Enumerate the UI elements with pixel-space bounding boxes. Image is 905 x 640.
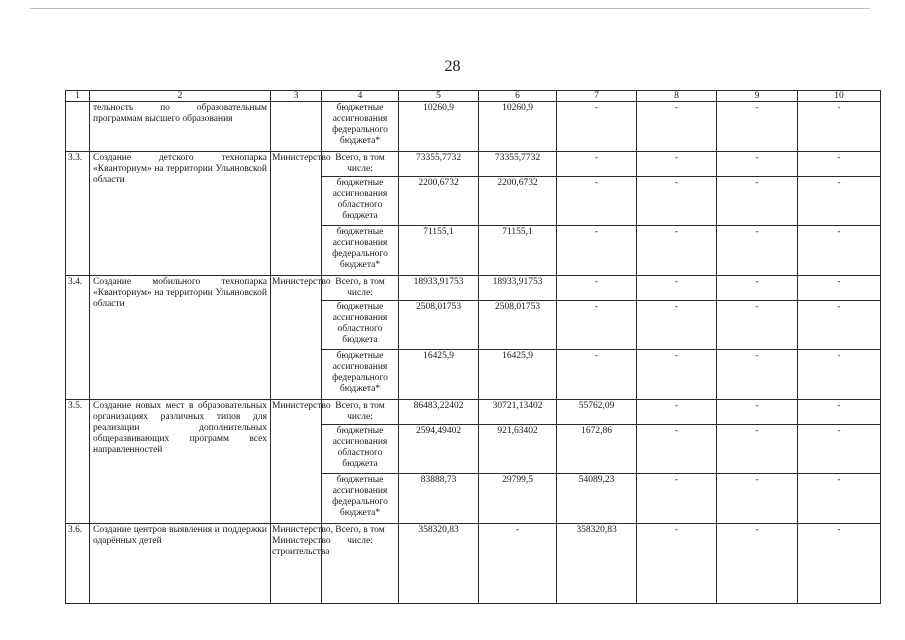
- funding-source: Всего, в том числе:: [322, 276, 399, 301]
- value-year-3: -: [637, 301, 717, 350]
- value-year-1: 30721,13402: [479, 400, 557, 425]
- value-year-4: -: [717, 350, 798, 400]
- table-row: [66, 152, 881, 177]
- row-number: 3.4.: [66, 276, 90, 400]
- measure-name: тельность по образовательным программам высшего образования: [90, 102, 271, 152]
- value-year-5: -: [798, 524, 881, 604]
- value-year-3: -: [637, 276, 717, 301]
- row-number: 3.5.: [66, 400, 90, 524]
- value-total: 18933,91753: [399, 276, 479, 301]
- scan-artifact-line: [30, 8, 870, 9]
- value-year-4: -: [717, 524, 798, 604]
- header-cell: 4: [322, 91, 399, 102]
- page-number: 28: [444, 58, 461, 75]
- header-row: [66, 91, 881, 102]
- value-year-3: -: [637, 152, 717, 177]
- header-cell: 3: [271, 91, 322, 102]
- measure-name: Создание детского технопарка «Кванториум» на территории Ульяновской области: [90, 152, 271, 276]
- executor: Министерство, Министерство строительства: [271, 524, 322, 604]
- value-year-2: 1672,86: [557, 425, 637, 474]
- header-cell: 9: [717, 91, 798, 102]
- value-year-1: 16425,9: [479, 350, 557, 400]
- value-year-1: 2508,01753: [479, 301, 557, 350]
- value-year-1: 2200,6732: [479, 177, 557, 226]
- row-number: 3.6.: [66, 524, 90, 604]
- value-year-5: -: [798, 102, 881, 152]
- header-cell: 10: [798, 91, 881, 102]
- row-number: [66, 102, 90, 152]
- header-cell: 7: [557, 91, 637, 102]
- value-year-5: -: [798, 226, 881, 276]
- header-cell: 6: [479, 91, 557, 102]
- value-year-4: -: [717, 474, 798, 524]
- value-year-2: -: [557, 152, 637, 177]
- executor: Министерство: [271, 152, 322, 276]
- value-year-5: -: [798, 276, 881, 301]
- value-year-4: -: [717, 301, 798, 350]
- value-total: 2508,01753: [399, 301, 479, 350]
- value-year-3: -: [637, 524, 717, 604]
- funding-source: бюджетные ассигнования федерального бюджета*: [322, 474, 399, 524]
- value-year-4: -: [717, 425, 798, 474]
- value-year-1: -: [479, 524, 557, 604]
- value-year-5: -: [798, 350, 881, 400]
- value-year-5: -: [798, 474, 881, 524]
- funding-source: бюджетные ассигнования областного бюджета: [322, 177, 399, 226]
- value-year-4: -: [717, 177, 798, 226]
- value-year-1: 18933,91753: [479, 276, 557, 301]
- header-cell: 2: [90, 91, 271, 102]
- funding-source: бюджетные ассигнования федерального бюджета*: [322, 102, 399, 152]
- value-year-2: -: [557, 350, 637, 400]
- value-year-3: -: [637, 425, 717, 474]
- value-total: 2200,6732: [399, 177, 479, 226]
- value-year-4: -: [717, 226, 798, 276]
- value-year-3: -: [637, 400, 717, 425]
- value-year-4: -: [717, 152, 798, 177]
- value-total: 71155,1: [399, 226, 479, 276]
- funding-source: бюджетные ассигнования федерального бюджета*: [322, 226, 399, 276]
- funding-source: бюджетные ассигнования областного бюджета: [322, 425, 399, 474]
- funding-source: бюджетные ассигнования федерального бюджета*: [322, 350, 399, 400]
- value-year-5: -: [798, 152, 881, 177]
- table-row: [66, 276, 881, 301]
- value-year-2: -: [557, 226, 637, 276]
- value-year-2: -: [557, 301, 637, 350]
- value-year-3: -: [637, 350, 717, 400]
- value-year-2: -: [557, 177, 637, 226]
- value-year-1: 71155,1: [479, 226, 557, 276]
- row-number: 3.3.: [66, 152, 90, 276]
- measure-name: Создание новых мест в образовательных организациях различных типов для реализации дополнительных общеразвивающих программ всех направленностей: [90, 400, 271, 524]
- value-total: 358320,83: [399, 524, 479, 604]
- value-year-3: -: [637, 226, 717, 276]
- value-year-1: 10260,9: [479, 102, 557, 152]
- value-year-2: -: [557, 102, 637, 152]
- value-year-3: -: [637, 177, 717, 226]
- table-row: [66, 524, 881, 604]
- value-total: 86483,22402: [399, 400, 479, 425]
- budget-table: [65, 90, 881, 604]
- value-year-3: -: [637, 102, 717, 152]
- value-year-4: -: [717, 276, 798, 301]
- value-year-2: 55762,09: [557, 400, 637, 425]
- value-total: 73355,7732: [399, 152, 479, 177]
- value-year-3: -: [637, 474, 717, 524]
- value-year-5: -: [798, 301, 881, 350]
- value-year-1: 73355,7732: [479, 152, 557, 177]
- table-row: [66, 400, 881, 425]
- header-cell: 1: [66, 91, 90, 102]
- value-year-1: 29799,5: [479, 474, 557, 524]
- funding-source: Всего, в том числе:: [322, 400, 399, 425]
- value-year-4: -: [717, 400, 798, 425]
- executor: Министерство: [271, 276, 322, 400]
- value-total: 83888,73: [399, 474, 479, 524]
- header-cell: 8: [637, 91, 717, 102]
- value-total: 2594,49402: [399, 425, 479, 474]
- funding-source: Всего, в том числе:: [322, 152, 399, 177]
- value-year-2: 358320,83: [557, 524, 637, 604]
- funding-source: Всего, в том числе:: [322, 524, 399, 604]
- value-year-5: -: [798, 400, 881, 425]
- executor: [271, 102, 322, 152]
- table-row: [66, 102, 881, 152]
- measure-name: Создание мобильного технопарка «Кванториум» на территории Ульяновской области: [90, 276, 271, 400]
- measure-name: Создание центров выявления и поддержки одарённых детей: [90, 524, 271, 604]
- value-year-1: 921,63402: [479, 425, 557, 474]
- executor: Министерство: [271, 400, 322, 524]
- funding-source: бюджетные ассигнования областного бюджета: [322, 301, 399, 350]
- value-year-5: -: [798, 177, 881, 226]
- value-year-5: -: [798, 425, 881, 474]
- value-year-2: 54089,23: [557, 474, 637, 524]
- header-cell: 5: [399, 91, 479, 102]
- value-total: 16425,9: [399, 350, 479, 400]
- value-year-2: -: [557, 276, 637, 301]
- value-total: 10260,9: [399, 102, 479, 152]
- value-year-4: -: [717, 102, 798, 152]
